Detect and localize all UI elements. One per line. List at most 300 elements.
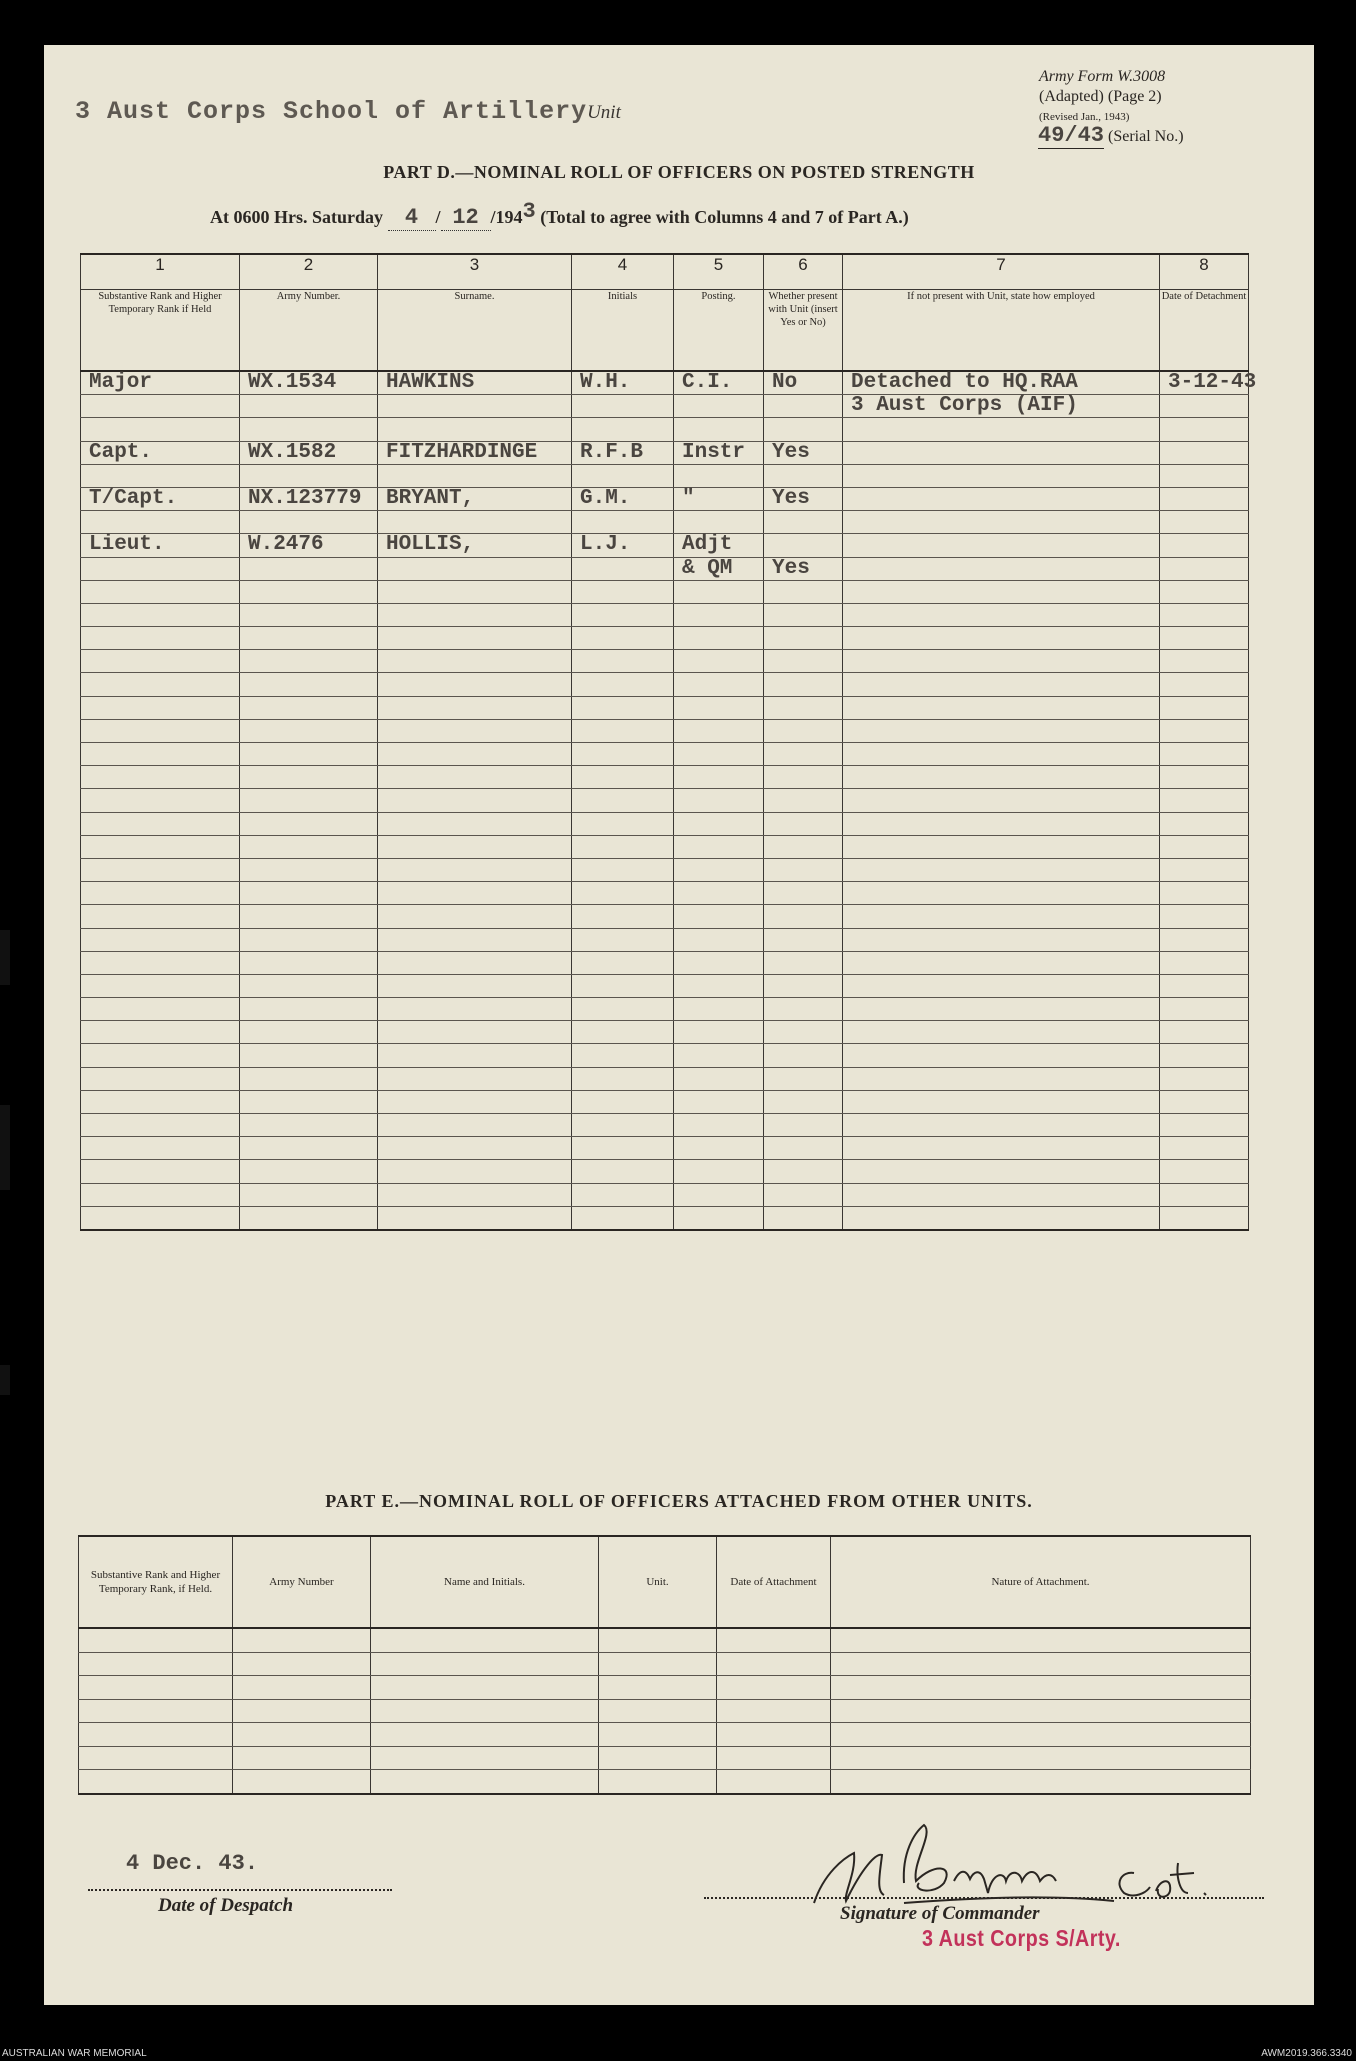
- column-number-row: [81, 254, 1249, 290]
- cell-rank: [81, 603, 240, 626]
- cell-posting: [674, 974, 764, 997]
- cell-present: [764, 511, 843, 534]
- cell-employment: [843, 719, 1160, 742]
- cell-present: [764, 951, 843, 974]
- e-cell: [717, 1628, 831, 1652]
- cell-initials: [572, 1090, 674, 1113]
- table-row: [79, 1699, 1251, 1723]
- cell-employment: [843, 812, 1160, 835]
- cell-army-number: WX.1534: [240, 371, 378, 395]
- cell-posting: C.I.: [674, 371, 764, 395]
- cell-surname: HOLLIS,: [378, 534, 572, 557]
- cell-army-number: [240, 627, 378, 650]
- cell-army-number: [240, 928, 378, 951]
- e-cell: [79, 1628, 233, 1652]
- cell-army-number: [240, 511, 378, 534]
- cell-surname: [378, 418, 572, 441]
- table-row: [79, 1746, 1251, 1770]
- cell-detachment-date: [1160, 719, 1249, 742]
- cell-rank: [81, 464, 240, 487]
- cell-present: [764, 719, 843, 742]
- cell-posting: & QM: [674, 557, 764, 580]
- cell-posting: [674, 395, 764, 418]
- table-row: [79, 1676, 1251, 1700]
- cell-posting: [674, 696, 764, 719]
- cell-employment: [843, 603, 1160, 626]
- e-cell: [599, 1676, 717, 1700]
- cell-employment: [843, 835, 1160, 858]
- table-row: [79, 1628, 1251, 1652]
- cell-present: Yes: [764, 487, 843, 510]
- cell-rank: [81, 998, 240, 1021]
- cell-surname: [378, 1160, 572, 1183]
- cell-detachment-date: [1160, 557, 1249, 580]
- header-employment: If not present with Unit, state how employed: [843, 290, 1160, 372]
- cell-rank: [81, 719, 240, 742]
- cell-employment: [843, 1206, 1160, 1230]
- e-cell: [831, 1723, 1251, 1747]
- e-cell: [831, 1652, 1251, 1676]
- cell-rank: [81, 1044, 240, 1067]
- cell-surname: [378, 812, 572, 835]
- cell-posting: [674, 1114, 764, 1137]
- cell-present: [764, 789, 843, 812]
- cell-detachment-date: [1160, 650, 1249, 673]
- cell-army-number: [240, 418, 378, 441]
- cell-posting: [674, 812, 764, 835]
- cell-army-number: [240, 812, 378, 835]
- cell-posting: [674, 650, 764, 673]
- form-revised: (Revised Jan., 1943): [1039, 111, 1130, 123]
- part-d-table: [80, 253, 1257, 1231]
- cell-army-number: [240, 673, 378, 696]
- cell-posting: [674, 418, 764, 441]
- cell-initials: [572, 580, 674, 603]
- cell-present: [764, 812, 843, 835]
- e-cell: [233, 1652, 371, 1676]
- cell-posting: [674, 882, 764, 905]
- e-cell: [599, 1628, 717, 1652]
- cell-army-number: NX.123779: [240, 487, 378, 510]
- e-header-attachment-date: Date of Attachment: [717, 1536, 831, 1628]
- e-cell: [233, 1699, 371, 1723]
- cell-initials: [572, 1137, 674, 1160]
- cell-present: [764, 858, 843, 881]
- serial-number: [1038, 123, 1184, 148]
- table-row: [79, 1652, 1251, 1676]
- cell-posting: [674, 627, 764, 650]
- e-cell: [831, 1699, 1251, 1723]
- cell-rank: [81, 835, 240, 858]
- cell-rank: [81, 1160, 240, 1183]
- cell-initials: [572, 696, 674, 719]
- cell-army-number: [240, 557, 378, 580]
- cell-surname: [378, 696, 572, 719]
- cell-army-number: [240, 1114, 378, 1137]
- e-cell: [79, 1676, 233, 1700]
- cell-detachment-date: [1160, 580, 1249, 603]
- cell-army-number: [240, 789, 378, 812]
- e-cell: [599, 1652, 717, 1676]
- cell-rank: [81, 882, 240, 905]
- e-cell: [717, 1746, 831, 1770]
- e-cell: [79, 1770, 233, 1794]
- cell-posting: [674, 1044, 764, 1067]
- cell-employment: [843, 464, 1160, 487]
- e-cell: [371, 1770, 599, 1794]
- cell-rank: Major: [81, 371, 240, 395]
- cell-detachment-date: [1160, 1206, 1249, 1230]
- strength-date-line: At 0600 Hrs. Saturday 4 / 12 /1943 (Total to agree with Columns 4 and 7 of Part A.): [210, 199, 909, 230]
- header-army-number: Army Number.: [240, 290, 378, 372]
- cell-rank: [81, 766, 240, 789]
- e-cell: [371, 1699, 599, 1723]
- cell-army-number: [240, 998, 378, 1021]
- cell-detachment-date: [1160, 1160, 1249, 1183]
- cell-initials: [572, 998, 674, 1021]
- e-header-nature: Nature of Attachment.: [831, 1536, 1251, 1628]
- cell-initials: [572, 650, 674, 673]
- cell-army-number: [240, 1090, 378, 1113]
- e-cell: [717, 1723, 831, 1747]
- cell-surname: [378, 882, 572, 905]
- cell-initials: W.H.: [572, 371, 674, 395]
- cell-rank: Lieut.: [81, 534, 240, 557]
- cell-detachment-date: [1160, 1114, 1249, 1137]
- cell-posting: [674, 603, 764, 626]
- cell-rank: [81, 789, 240, 812]
- cell-surname: [378, 766, 572, 789]
- cell-detachment-date: [1160, 534, 1249, 557]
- e-cell: [79, 1699, 233, 1723]
- cell-detachment-date: [1160, 835, 1249, 858]
- cell-posting: [674, 464, 764, 487]
- cell-employment: [843, 418, 1160, 441]
- cell-rank: [81, 812, 240, 835]
- cell-initials: [572, 766, 674, 789]
- cell-initials: L.J.: [572, 534, 674, 557]
- cell-army-number: [240, 835, 378, 858]
- table-row: [81, 928, 1249, 951]
- header-rank: Substantive Rank and Higher Temporary Rank if Held: [81, 290, 240, 372]
- cell-initials: [572, 464, 674, 487]
- cell-rank: [81, 418, 240, 441]
- cell-present: [764, 905, 843, 928]
- table-row: [79, 1770, 1251, 1794]
- cell-detachment-date: [1160, 1090, 1249, 1113]
- cell-present: [764, 1044, 843, 1067]
- cell-detachment-date: [1160, 1021, 1249, 1044]
- header-surname: Surname.: [378, 290, 572, 372]
- e-cell: [371, 1723, 599, 1747]
- cell-employment: [843, 1160, 1160, 1183]
- part-e-body: [79, 1628, 1251, 1794]
- cell-employment: [843, 511, 1160, 534]
- table-row: [81, 603, 1249, 626]
- cell-surname: [378, 974, 572, 997]
- archive-reference: AWM2019.366.3340: [1261, 2048, 1352, 2059]
- cell-rank: [81, 1067, 240, 1090]
- e-cell: [233, 1770, 371, 1794]
- cell-posting: [674, 1067, 764, 1090]
- cell-surname: [378, 835, 572, 858]
- table-row: [81, 580, 1249, 603]
- e-cell: [371, 1652, 599, 1676]
- e-header-army-number: Army Number: [233, 1536, 371, 1628]
- cell-present: [764, 534, 843, 557]
- cell-surname: [378, 789, 572, 812]
- cell-present: [764, 882, 843, 905]
- cell-initials: [572, 928, 674, 951]
- cell-surname: [378, 395, 572, 418]
- cell-posting: [674, 580, 764, 603]
- e-header-name: Name and Initials.: [371, 1536, 599, 1628]
- table-row: [81, 557, 1249, 580]
- cell-initials: [572, 812, 674, 835]
- cell-rank: [81, 858, 240, 881]
- cell-detachment-date: [1160, 766, 1249, 789]
- serial-label: (Serial No.): [1108, 128, 1184, 145]
- cell-surname: [378, 1021, 572, 1044]
- cell-employment: [843, 534, 1160, 557]
- table-row: [81, 1114, 1249, 1137]
- cell-posting: [674, 1160, 764, 1183]
- cell-posting: ": [674, 487, 764, 510]
- cell-employment: [843, 1114, 1160, 1137]
- cell-detachment-date: [1160, 743, 1249, 766]
- cell-surname: [378, 557, 572, 580]
- cell-initials: [572, 673, 674, 696]
- e-cell: [233, 1746, 371, 1770]
- e-cell: [831, 1628, 1251, 1652]
- cell-initials: G.M.: [572, 487, 674, 510]
- cell-present: [764, 673, 843, 696]
- cell-employment: [843, 557, 1160, 580]
- cell-present: [764, 743, 843, 766]
- cell-army-number: [240, 464, 378, 487]
- table-row: [81, 882, 1249, 905]
- cell-employment: [843, 1183, 1160, 1206]
- cell-initials: [572, 1067, 674, 1090]
- cell-initials: [572, 418, 674, 441]
- cell-present: [764, 998, 843, 1021]
- table-row: [81, 766, 1249, 789]
- cell-detachment-date: [1160, 882, 1249, 905]
- cell-detachment-date: [1160, 511, 1249, 534]
- cell-present: [764, 835, 843, 858]
- cell-detachment-date: [1160, 858, 1249, 881]
- header-posting: Posting.: [674, 290, 764, 372]
- cell-posting: [674, 928, 764, 951]
- cell-army-number: [240, 1044, 378, 1067]
- cell-surname: [378, 998, 572, 1021]
- cell-detachment-date: [1160, 789, 1249, 812]
- cell-initials: [572, 1206, 674, 1230]
- unit-label: Unit: [587, 102, 621, 123]
- cell-surname: [378, 951, 572, 974]
- e-cell: [79, 1723, 233, 1747]
- table-row: [81, 627, 1249, 650]
- cell-present: [764, 603, 843, 626]
- cell-employment: [843, 1090, 1160, 1113]
- cell-posting: [674, 766, 764, 789]
- cell-surname: [378, 1183, 572, 1206]
- cell-army-number: [240, 1183, 378, 1206]
- cell-detachment-date: [1160, 905, 1249, 928]
- cell-initials: [572, 557, 674, 580]
- cell-employment: [843, 627, 1160, 650]
- cell-rank: [81, 511, 240, 534]
- cell-surname: [378, 627, 572, 650]
- unit-stamp: 3 Aust Corps S/Arty.: [922, 1925, 1121, 1951]
- cell-present: [764, 696, 843, 719]
- table-row: [81, 1160, 1249, 1183]
- column-number: 6: [764, 254, 843, 290]
- column-number: 1: [81, 254, 240, 290]
- cell-initials: [572, 1044, 674, 1067]
- cell-detachment-date: [1160, 1067, 1249, 1090]
- cell-detachment-date: [1160, 812, 1249, 835]
- date-day: 4: [388, 205, 436, 231]
- column-number: 7: [843, 254, 1160, 290]
- table-row: [81, 1067, 1249, 1090]
- cell-posting: [674, 951, 764, 974]
- cell-initials: [572, 858, 674, 881]
- form-title: Army Form W.3008: [1039, 68, 1166, 85]
- cell-army-number: [240, 974, 378, 997]
- column-number: 3: [378, 254, 572, 290]
- cell-employment: [843, 441, 1160, 464]
- cell-rank: [81, 905, 240, 928]
- table-row: [81, 673, 1249, 696]
- cell-rank: [81, 580, 240, 603]
- cell-present: Yes: [764, 441, 843, 464]
- cell-initials: [572, 789, 674, 812]
- cell-rank: [81, 951, 240, 974]
- part-d-title: PART D.—NOMINAL ROLL OF OFFICERS ON POSTED STRENGTH: [383, 162, 975, 182]
- cell-detachment-date: [1160, 627, 1249, 650]
- cell-rank: [81, 743, 240, 766]
- cell-employment: [843, 1044, 1160, 1067]
- table-row: [81, 789, 1249, 812]
- cell-initials: [572, 1114, 674, 1137]
- table-row: [81, 464, 1249, 487]
- header-present: Whether present with Unit (insert Yes or No): [764, 290, 843, 372]
- table-row: [81, 951, 1249, 974]
- cell-present: [764, 1206, 843, 1230]
- cell-surname: [378, 1137, 572, 1160]
- cell-detachment-date: [1160, 487, 1249, 510]
- cell-rank: [81, 1183, 240, 1206]
- cell-detachment-date: [1160, 696, 1249, 719]
- table-row: [81, 1021, 1249, 1044]
- cell-surname: [378, 580, 572, 603]
- cell-detachment-date: [1160, 928, 1249, 951]
- cell-employment: [843, 974, 1160, 997]
- cell-army-number: [240, 858, 378, 881]
- cell-employment: 3 Aust Corps (AIF): [843, 395, 1160, 418]
- column-number: 5: [674, 254, 764, 290]
- table-row: [79, 1723, 1251, 1747]
- table-row: [81, 650, 1249, 673]
- cell-surname: [378, 673, 572, 696]
- signature-rule: [704, 1897, 1264, 1899]
- cell-present: [764, 464, 843, 487]
- table-row: [81, 998, 1249, 1021]
- cell-posting: [674, 998, 764, 1021]
- cell-present: [764, 1183, 843, 1206]
- e-cell: [371, 1676, 599, 1700]
- e-cell: [371, 1628, 599, 1652]
- table-row: [81, 905, 1249, 928]
- cell-surname: [378, 650, 572, 673]
- cell-employment: [843, 1021, 1160, 1044]
- cell-army-number: [240, 719, 378, 742]
- cell-posting: Adjt: [674, 534, 764, 557]
- cell-surname: BRYANT,: [378, 487, 572, 510]
- despatch-rule: [88, 1889, 392, 1891]
- cell-army-number: [240, 650, 378, 673]
- cell-detachment-date: [1160, 951, 1249, 974]
- e-cell: [233, 1723, 371, 1747]
- table-row: [81, 743, 1249, 766]
- cell-initials: [572, 882, 674, 905]
- cell-posting: [674, 1021, 764, 1044]
- e-cell: [79, 1652, 233, 1676]
- cell-initials: [572, 719, 674, 742]
- e-header-rank: Substantive Rank and Higher Temporary Rank, if Held.: [79, 1536, 233, 1628]
- cell-posting: [674, 743, 764, 766]
- cell-rank: [81, 557, 240, 580]
- cell-rank: [81, 974, 240, 997]
- cell-surname: HAWKINS: [378, 371, 572, 395]
- table-row: [81, 974, 1249, 997]
- date-year-prefix: /194: [490, 207, 523, 227]
- cell-army-number: [240, 1021, 378, 1044]
- cell-rank: [81, 928, 240, 951]
- cell-present: [764, 418, 843, 441]
- e-cell: [599, 1746, 717, 1770]
- date-year-digit: 3: [522, 199, 536, 224]
- cell-rank: [81, 696, 240, 719]
- table-row: [81, 858, 1249, 881]
- cell-initials: [572, 603, 674, 626]
- cell-present: [764, 395, 843, 418]
- cell-employment: [843, 905, 1160, 928]
- cell-army-number: [240, 743, 378, 766]
- cell-employment: [843, 766, 1160, 789]
- cell-present: [764, 928, 843, 951]
- cell-present: [764, 1160, 843, 1183]
- cell-present: [764, 1021, 843, 1044]
- cell-army-number: [240, 1137, 378, 1160]
- cell-army-number: [240, 905, 378, 928]
- cell-posting: [674, 858, 764, 881]
- cell-employment: [843, 1067, 1160, 1090]
- cell-employment: [843, 673, 1160, 696]
- cell-army-number: [240, 1067, 378, 1090]
- cell-surname: [378, 1090, 572, 1113]
- e-cell: [831, 1676, 1251, 1700]
- cell-army-number: WX.1582: [240, 441, 378, 464]
- part-e-header-row: [79, 1536, 1251, 1628]
- table-row: [81, 511, 1249, 534]
- date-month: 12: [441, 205, 491, 231]
- cell-initials: [572, 627, 674, 650]
- unit-name: 3 Aust Corps School of ArtilleryUnit: [75, 97, 621, 126]
- cell-surname: [378, 1114, 572, 1137]
- cell-posting: [674, 905, 764, 928]
